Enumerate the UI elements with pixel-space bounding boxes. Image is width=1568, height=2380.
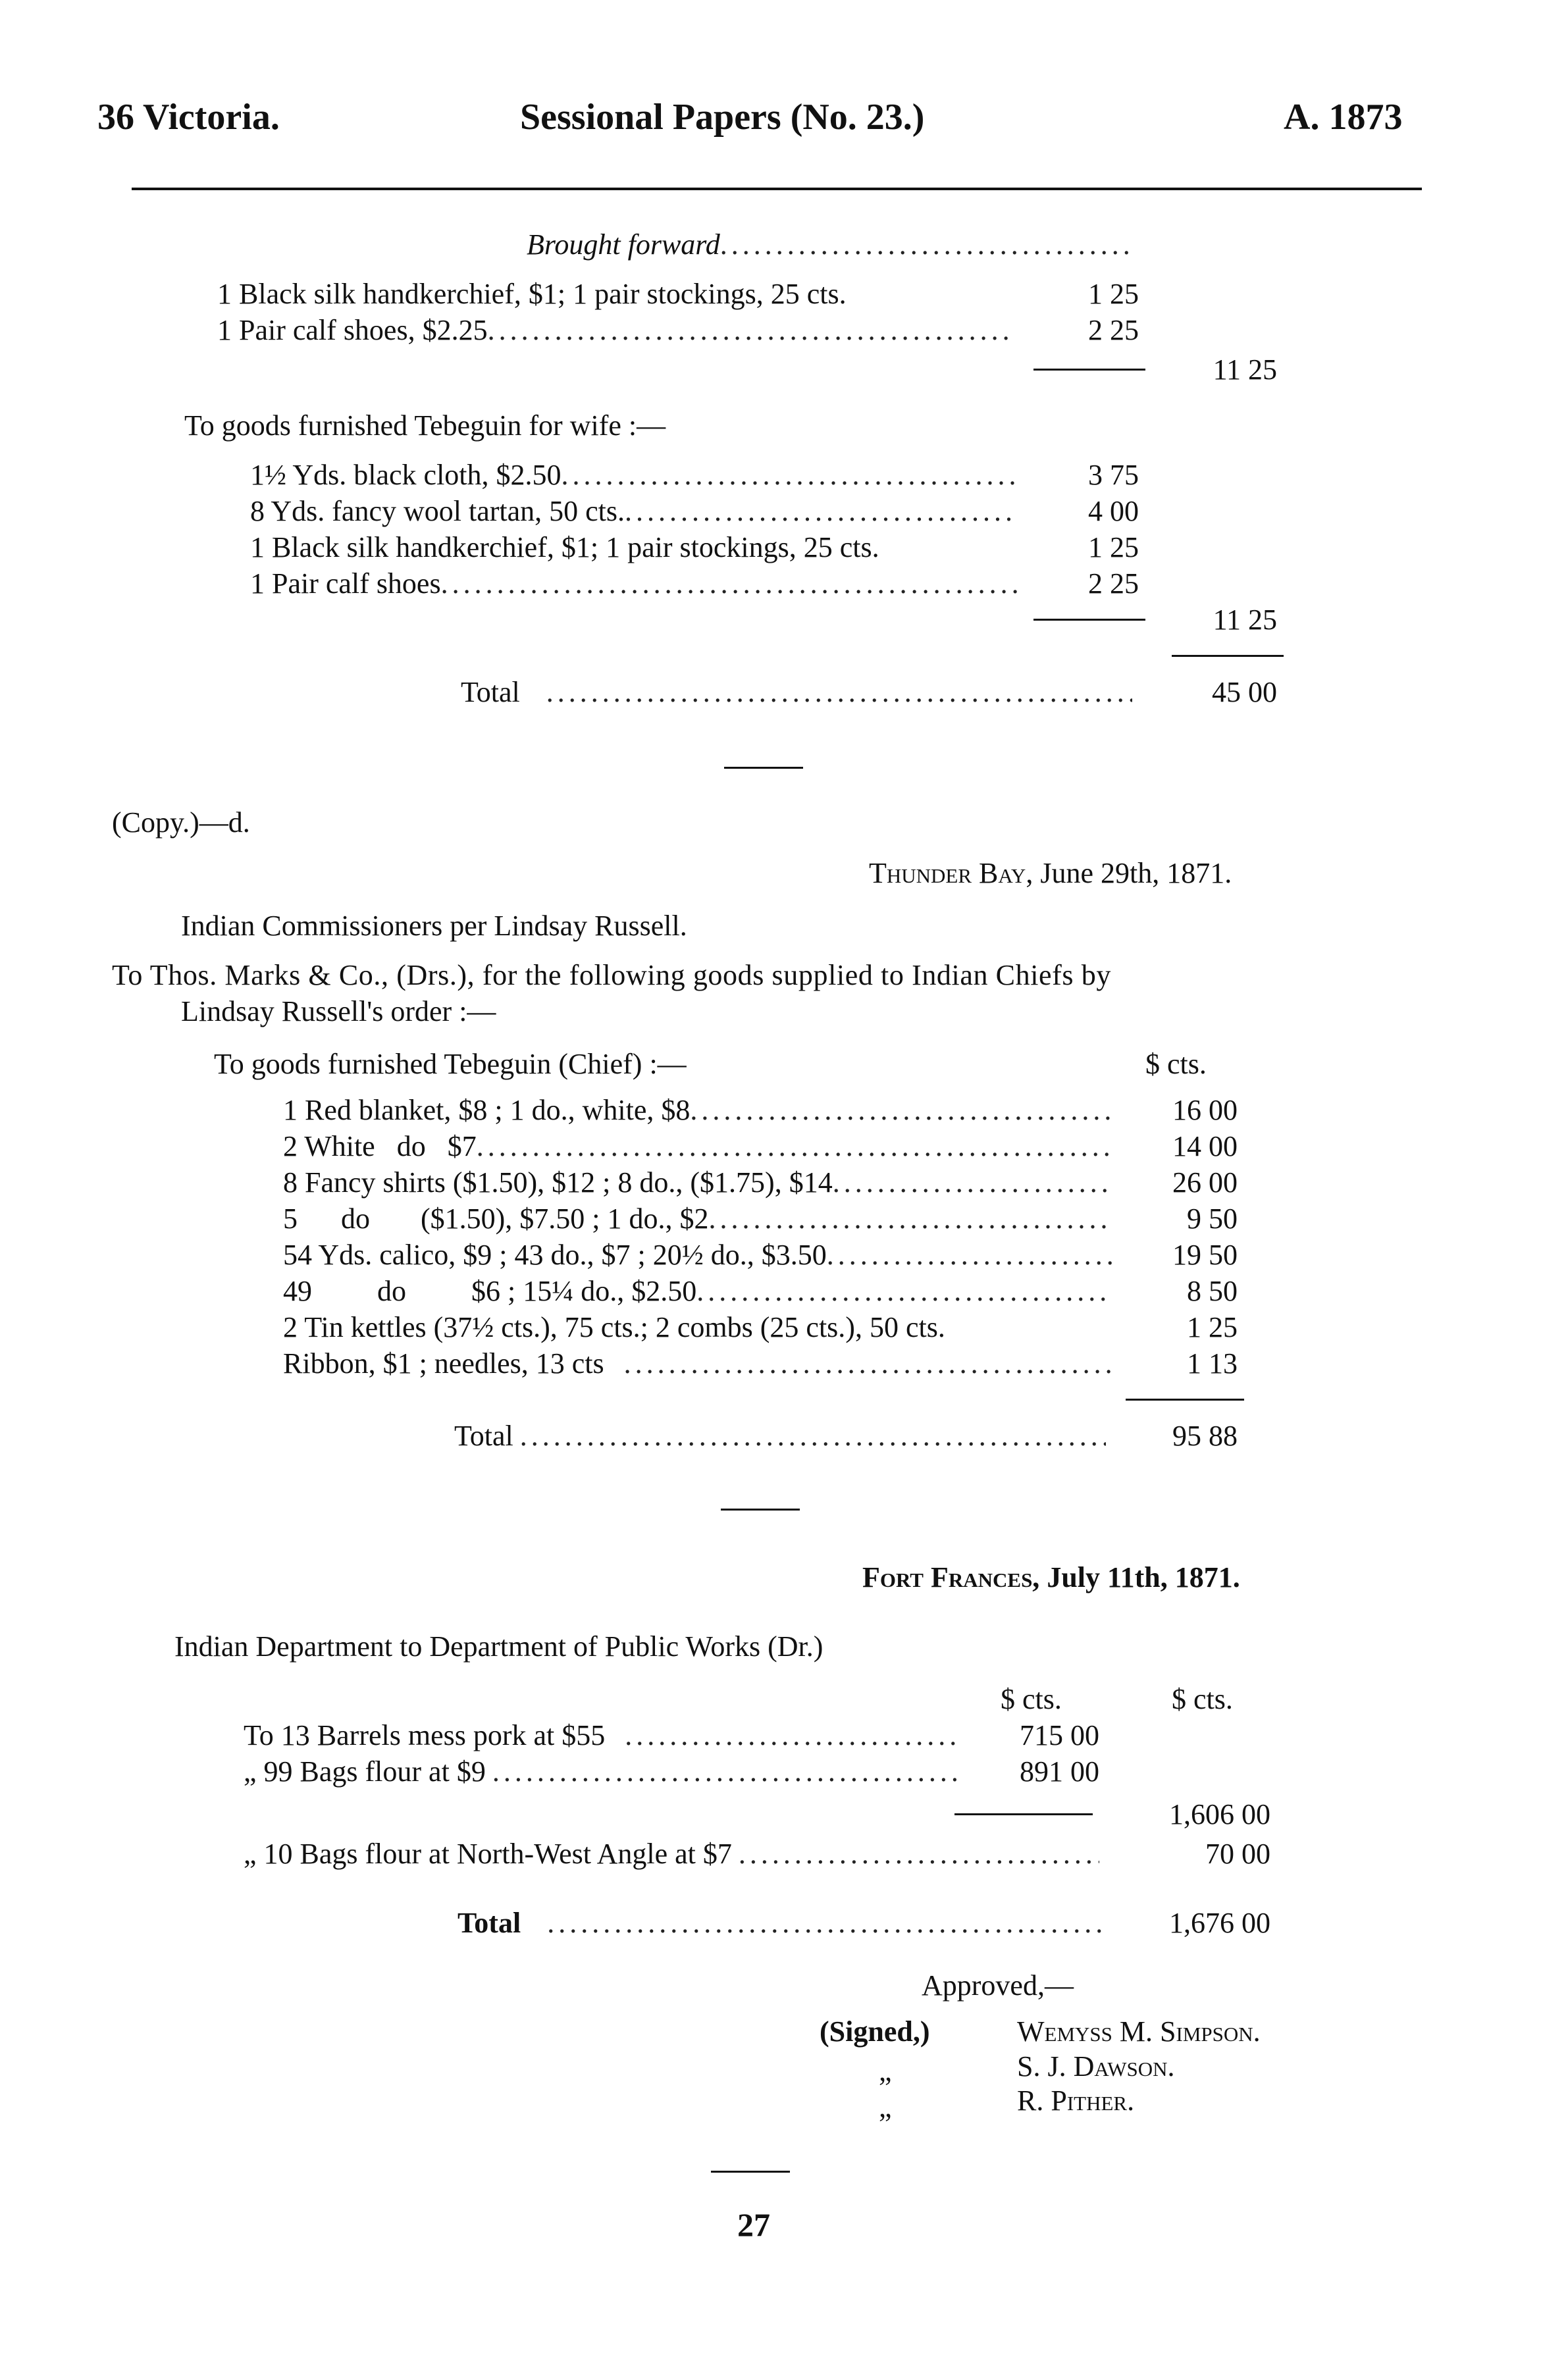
place-date-thunder-bay [869, 859, 1232, 888]
s2-item-8-line [283, 1349, 1112, 1378]
s2-item-6-label: 49 do $6 ; 15¼ do., $2.50 [283, 1275, 697, 1307]
s3-item-2-amount: 891 00 [1020, 1755, 1099, 1788]
s3-item-1-amount: 715 00 [1020, 1719, 1099, 1751]
s3-col-header-1: $ cts. [1001, 1683, 1062, 1715]
leader-dots [625, 497, 1017, 526]
s2-item-8-label: Ribbon, $1 ; needles, 13 cts [283, 1347, 604, 1380]
s2-item-4-label: 5 do ($1.50), $7.50 ; 1 do., $2 [283, 1203, 709, 1235]
s1-total: 45 00 [1212, 676, 1277, 708]
wife-item-4-line [250, 569, 1017, 598]
s3-item-2-label: „ 99 Bags flour at $9 [244, 1755, 486, 1788]
header-left: 36 Victoria. [97, 97, 280, 138]
s3-total-label: Total [457, 1907, 521, 1939]
date-june-29: June 29th, 1871. [1040, 857, 1232, 889]
wife-item-1-amount: 3 75 [1088, 459, 1139, 491]
leader-dots [696, 1277, 1112, 1306]
s3-item-3-line [244, 1840, 1099, 1869]
signature-name-1: Wemyss M. Simpson. [1017, 2015, 1261, 2048]
s2-item-8-amount: 1 13 [1187, 1347, 1238, 1380]
s1-sum-rule-2 [1033, 619, 1145, 621]
s2-total-label: Total [454, 1420, 513, 1452]
wife-item-3-amount: 1 25 [1088, 531, 1139, 563]
s2-item-7-label: 2 Tin kettles (37½ cts.), 75 cts.; 2 combs (25 cts.), 50 cts. [283, 1311, 945, 1343]
s1-item-2-line [217, 316, 1014, 345]
leader-dots [833, 1168, 1112, 1197]
s2-item-6-line [283, 1277, 1112, 1306]
section-divider-2 [721, 1509, 800, 1511]
s2-item-3-label: 8 Fancy shirts ($1.50), $12 ; 8 do., ($1.75), $14 [283, 1166, 833, 1199]
date-july-11: July 11th, 1871. [1047, 1561, 1240, 1593]
s3-sum-rule-1 [954, 1813, 1093, 1815]
leader-dots [624, 1349, 1112, 1378]
s3-total: 1,676 00 [1169, 1907, 1270, 1939]
s3-heading: Indian Department to Department of Public Works (Dr.) [174, 1630, 823, 1663]
s2-item-5-line [283, 1241, 1112, 1270]
leader-dots [690, 1096, 1112, 1125]
currency-header: $ cts. [1145, 1048, 1207, 1080]
s1-item-2-amount: 2 25 [1088, 314, 1139, 346]
leader-dots [492, 1757, 961, 1786]
place-fort-frances: Fort Frances, [862, 1561, 1040, 1593]
s2-item-1-label: 1 Red blanket, $8 ; 1 do., white, $8 [283, 1094, 691, 1126]
s3-item-3-amount: 70 00 [1205, 1838, 1270, 1870]
s3-item-2-line [244, 1757, 961, 1786]
wife-heading: To goods furnished Tebeguin for wife :— [184, 409, 666, 442]
leader-dots [562, 461, 1017, 490]
s3-col-header-2: $ cts. [1172, 1683, 1233, 1715]
place-date-fort-frances [862, 1563, 1240, 1592]
header-rule [132, 188, 1422, 190]
page-number: 27 [737, 2206, 770, 2243]
s2-total: 95 88 [1172, 1420, 1238, 1452]
s1-total-label: Total [461, 676, 520, 708]
s2-item-6-amount: 8 50 [1187, 1275, 1238, 1307]
s1-sum-rule-1 [1033, 369, 1145, 371]
s1-total-line [461, 678, 1132, 707]
wife-item-2-amount: 4 00 [1088, 495, 1139, 527]
s2-item-3-amount: 26 00 [1172, 1166, 1238, 1199]
s2-item-1-line [283, 1096, 1112, 1125]
s3-item-1-line [244, 1721, 961, 1750]
leader-dots [625, 1721, 961, 1750]
leader-dots [547, 1909, 1103, 1938]
s2-item-3-line [283, 1168, 1112, 1197]
signed-label: (Signed,) [820, 2015, 930, 2048]
wife-subtotal: 11 25 [1213, 604, 1277, 636]
s2-item-5-amount: 19 50 [1172, 1239, 1238, 1271]
s3-item-1-label: To 13 Barrels mess pork at $55 [244, 1719, 606, 1751]
wife-item-2-line [250, 497, 1017, 526]
footer-divider [711, 2171, 790, 2173]
signature-name-2: S. J. Dawson. [1017, 2050, 1175, 2082]
leader-dots [520, 1422, 1106, 1451]
leader-dots [546, 678, 1132, 707]
to-line-2: Lindsay Russell's order :— [181, 995, 496, 1027]
leader-dots [441, 569, 1017, 598]
brought-forward-label: Brought forward [527, 228, 720, 261]
s2-item-2-label: 2 White do $7 [283, 1130, 477, 1162]
s3-subtotal: 1,606 00 [1169, 1798, 1270, 1830]
wife-item-1-line [250, 461, 1017, 490]
s1-sum-rule-3 [1172, 655, 1284, 657]
copy-label: (Copy.)—d. [112, 806, 250, 839]
place-thunder-bay: Thunder Bay, [869, 857, 1033, 889]
chief-heading: To goods furnished Tebeguin (Chief) :— [214, 1048, 687, 1080]
s1-item-2-label: 1 Pair calf shoes, $2.25 [217, 314, 488, 346]
s2-sum-rule [1126, 1399, 1244, 1401]
approved-label: Approved,— [922, 1969, 1074, 2002]
signature-name-3: R. Pither. [1017, 2084, 1135, 2117]
s2-item-2-line [283, 1132, 1112, 1161]
wife-item-2-label: 8 Yds. fancy wool tartan, 50 cts. [250, 495, 625, 527]
brought-forward-line [527, 230, 1132, 259]
s1-item-1-label: 1 Black silk handkerchief, $1; 1 pair stockings, 25 cts. [217, 278, 847, 310]
leader-dots [739, 1840, 1099, 1869]
header-right: A. 1873 [1284, 97, 1403, 138]
s2-item-7-amount: 1 25 [1187, 1311, 1238, 1343]
s3-item-3-label: „ 10 Bags flour at North-West Angle at $7 [244, 1838, 732, 1870]
leader-dots [477, 1132, 1112, 1161]
commissioners-line: Indian Commissioners per Lindsay Russell. [181, 910, 687, 942]
leader-dots [488, 316, 1014, 345]
header-center: Sessional Papers (No. 23.) [520, 97, 925, 138]
s1-item-1-amount: 1 25 [1088, 278, 1139, 310]
leader-dots [827, 1241, 1112, 1270]
s2-item-5-label: 54 Yds. calico, $9 ; 43 do., $7 ; 20½ do., $3.50 [283, 1239, 827, 1271]
s2-item-1-amount: 16 00 [1172, 1094, 1238, 1126]
s2-item-4-amount: 9 50 [1187, 1203, 1238, 1235]
wife-item-4-label: 1 Pair calf shoes [250, 567, 441, 600]
wife-item-3-label: 1 Black silk handkerchief, $1; 1 pair stockings, 25 cts. [250, 531, 879, 563]
s1-subtotal: 11 25 [1213, 353, 1277, 386]
s2-total-line [454, 1422, 1106, 1451]
s2-item-4-line [283, 1204, 1112, 1233]
ditto-mark-1: „ [879, 2055, 892, 2087]
s2-item-2-amount: 14 00 [1172, 1130, 1238, 1162]
leader-dots [709, 1204, 1112, 1233]
wife-item-4-amount: 2 25 [1088, 567, 1139, 600]
ditto-mark-2: „ [879, 2091, 892, 2123]
s3-total-line [457, 1909, 1103, 1938]
section-divider-1 [724, 767, 803, 769]
to-line-1: To Thos. Marks & Co., (Drs.), for the following goods supplied to Indian Chiefs by [112, 959, 1111, 991]
wife-item-1-label: 1½ Yds. black cloth, $2.50 [250, 459, 562, 491]
leader-dots [720, 230, 1132, 259]
